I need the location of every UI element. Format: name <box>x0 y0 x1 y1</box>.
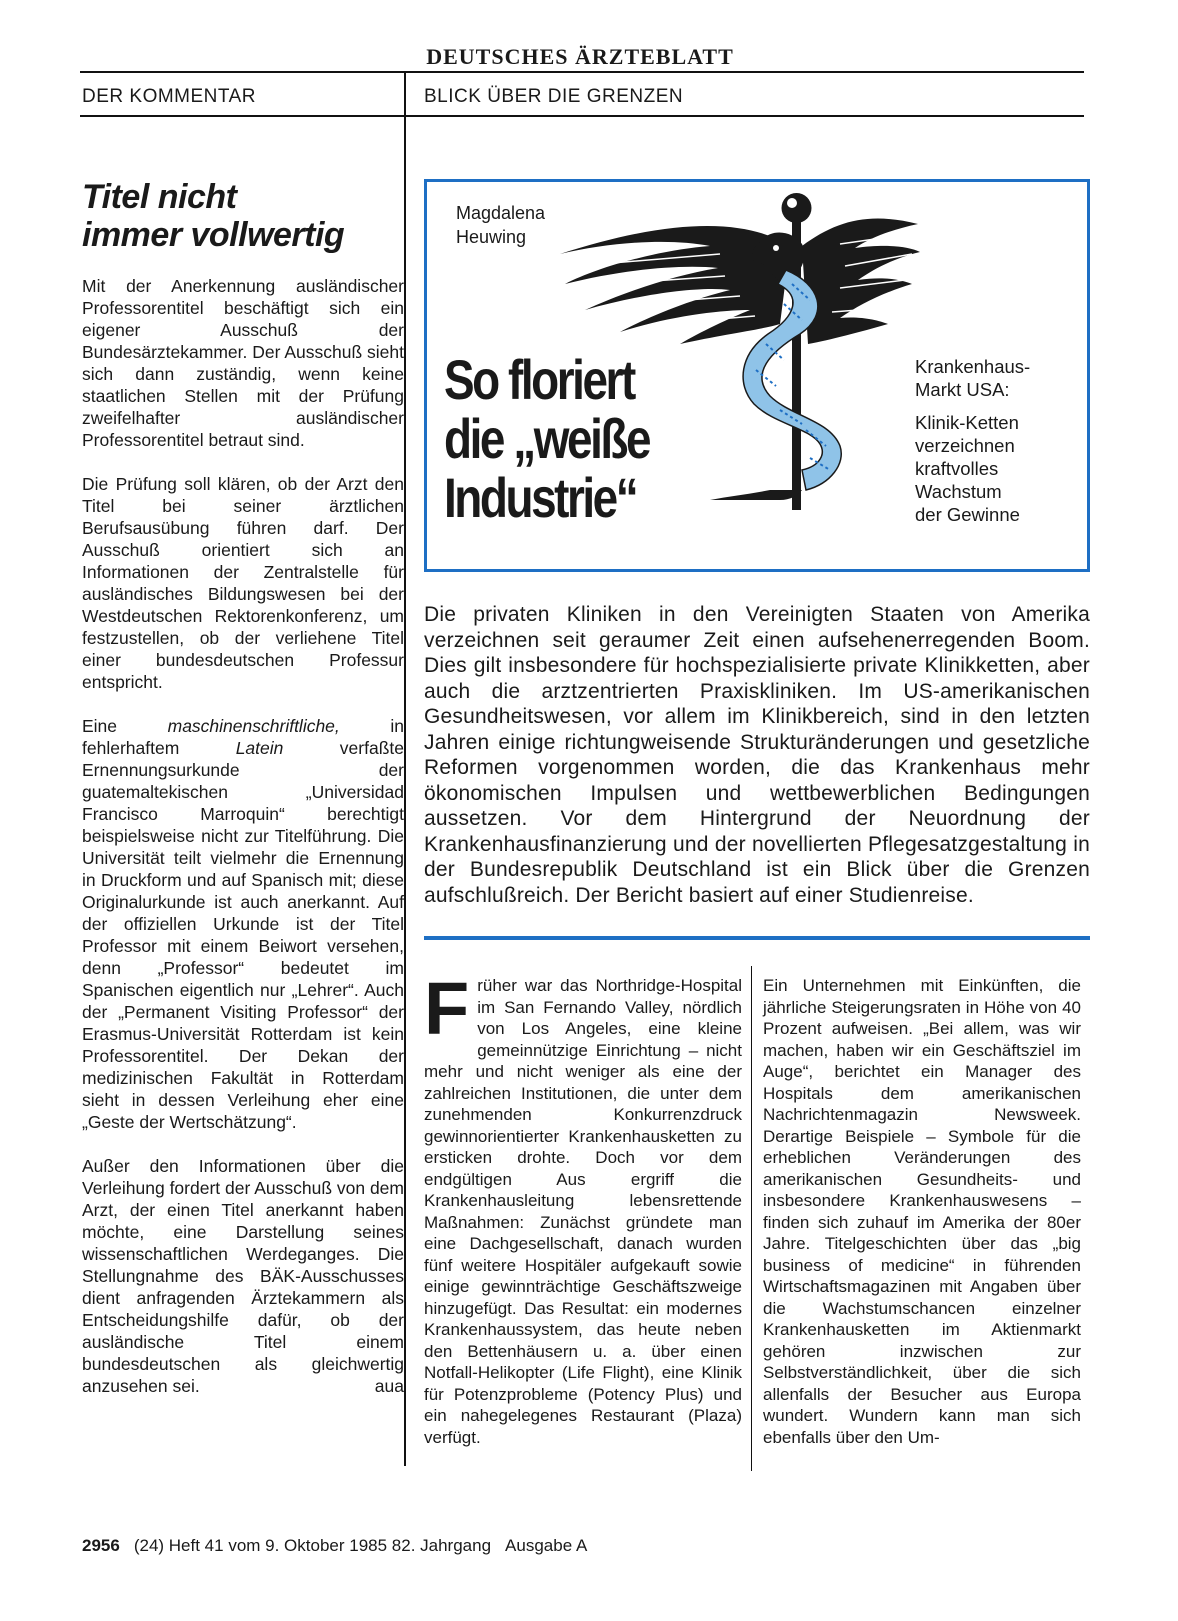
p4-text: Außer den Informationen über die Verleihung fordert der Ausschuß von dem Arzt, der einen Titel anerkannt haben möchte, eine Darstellung seines wissenschaftlichen Werdeganges. Die Stellungnahme des BÄK-Ausschusses dient anfragenden Ärztekammern als Entscheidungshilfe dafür, ob der ausländische Titel einem bundesdeutschen als gleichwertig anzusehen sei. <box>82 1156 404 1396</box>
kicker-line-5: kraftvolles <box>915 458 999 479</box>
headline-line-2: die „weiße <box>444 407 650 470</box>
commentary-title-line-1: Titel nicht <box>82 178 237 216</box>
kicker-line-3: Klinik-Ketten <box>915 412 1019 433</box>
commentary-paragraph-2: Die Prüfung soll klären, ob der Arzt den Titel bei seiner ärztlichen Berufsausübung führen darf. Der Ausschuß orientiert sich an Informationen der Zentralstelle für ausländisches Bildungswesen bei der Westdeutschen Rektorenkonferenz, um festzustellen, ob der verliehene Titel einer bundesdeutschen Professur entspricht. <box>82 474 404 692</box>
kicker-gap <box>915 401 1085 411</box>
left-wing-icon <box>560 226 790 344</box>
feature-body-column-1 <box>424 967 742 1448</box>
feature-kicker <box>915 355 1085 526</box>
commentary-paragraph-1: Mit der Anerkennung ausländischer Professorentitel beschäftigt sich ein eigener Ausschuß der Bundesärztekammer. Der Ausschuß sieht sich dann zuständig, wenn keine staatlichen Stellen mit der Prüfung zweifelhafter ausländischer Professorentitel betraut sind. <box>82 276 404 450</box>
feature-lead: Die privaten Kliniken in den Vereinigten Staaten von Amerika verzeichnen seit geraumer Zeit einen aufsehenerregenden Boom. Dies gilt insbesondere für hochspezialisierte private Klinikketten, aber auch die arztzentrierten Praxiskliniken. Im US-amerikanischen Gesundheitswesen, vor allem im Klinikbereich, sind in den letzten Jahren einige richtungweisende Strukturänderungen und gesetzliche Reformen vorgenommen worden, die das Krankenhaus mehr ökonomischen Impulsen und wettbewerblichen Bedingungen aussetzen. Vor dem Hintergrund der Neuordnung der Krankenhausfinanzierung und der novellierten Pflegesatzgestaltung in der Bundesrepublik Deutschland ist ein Blick über die Grenzen aufschlußreich. Der Bericht basiert auf einer Studienreise. <box>424 603 1090 907</box>
right-wing-icon <box>802 219 920 344</box>
kicker-line-2: Markt USA: <box>915 379 1010 400</box>
headline-line-3: Industrie“ <box>444 466 637 529</box>
commentary-paragraph-4 <box>82 1155 404 1397</box>
commentary-paragraph-3 <box>82 715 404 1133</box>
masthead: DEUTSCHES ÄRZTEBLATT <box>426 44 734 69</box>
p3-emphasis-1: maschinenschriftliche, <box>167 716 340 736</box>
feature-headline <box>444 350 690 527</box>
commentary-title <box>82 178 412 254</box>
p3-text-a: Eine <box>82 716 168 736</box>
p3-text-c: verfaßte Ernennungsurkunde der guatemaltekischen „Universidad Francisco Marroquin“ berechtigt beispielsweise nicht zur Titelführung. Die Universität teilt vielmehr die Ernennung in Druckform und auf Spanisch mit; diese Originalurkunde ist auch anerkannt. Auf der offiziellen Urkunde ist der Titel Professor mit einem Beiwort versehen, denn „Professor“ bedeutet im Spanischen eigentlich nur „Lehrer“. Auch der „Permanent Visiting Professor“ der Erasmus-Universität Rotterdam ist kein Professorentitel. Der Dekan der medizinischen Fakultät in Rotterdam sieht in dessen Verleihung eher eine „Geste der Wertschätzung“. <box>82 738 404 1132</box>
page-footer <box>82 1536 587 1556</box>
masthead-rule <box>80 71 1084 73</box>
drop-cap: F <box>424 967 470 1050</box>
section-label-left: DER KOMMENTAR <box>82 86 256 107</box>
kicker-line-6: Wachstum <box>915 481 1002 502</box>
kicker-line-7: der Gewinne <box>915 504 1020 525</box>
commentary-title-line-2: immer vollwertig <box>82 216 345 254</box>
feature-body-column-2: Ein Unternehmen mit Einkünften, die jährliche Steigerungsraten in Höhe von 40 Prozent aufweisen. „Bei allem, was wir machen, haben wir ein Geschäftsziel im Auge“, berichtet ein Manager des Hospitals dem amerikanischen Nachrichtenmagazin Newsweek. Derartige Beispiele – Symbole für die erheblichen Veränderungen des amerikanischen Gesundheits- und insbesondere Krankenhauswesens – finden sich zuhauf im Amerika der 80er Jahre. Titelgeschichten über das „big business of medicine“ in führenden Wirtschaftsmagazinen mit Angaben über die Wachstumschancen einzelner Krankenhausketten im Aktienmarkt gehören inzwischen zur Selbstverständlichkeit, über die sich allenfalls der Besucher aus Europa wundert. Wundern kann man sich ebenfalls über den Um- <box>763 976 1081 1447</box>
author-line-1: Magdalena <box>456 203 546 223</box>
commentary-body <box>82 275 404 1397</box>
headline-line-1: So floriert <box>444 348 634 411</box>
author-line-2: Heuwing <box>456 227 527 247</box>
issue-info: (24) Heft 41 vom 9. Oktober 1985 82. Jahrgang <box>133 1536 492 1555</box>
lead-separator-rule <box>424 936 1090 940</box>
p3-text-b: in fehlerhaftem <box>82 716 404 758</box>
edition-info: Ausgabe A <box>505 1536 588 1555</box>
page-number: 2956 <box>82 1536 120 1555</box>
kicker-line-1: Krankenhaus- <box>915 356 1031 377</box>
section-label-right: BLICK ÜBER DIE GRENZEN <box>424 86 684 107</box>
kicker-line-4: verzeichnen <box>915 435 1015 456</box>
section-rule <box>80 115 1084 117</box>
column-divider <box>404 73 406 1466</box>
body-column-1-text: rüher war das Northridge-Hospital im San Fernando Valley, nördlich von Los Angeles, eine kleine gemeinnützige Einrichtung – nicht mehr und nicht weniger als eine der zahlreichen Institutionen, die unter dem zunehmenden Konkurrenzdruck gewinnorientierter Krankenhausketten zu ersticken drohte. Doch vor dem endgültigen Aus ergriff die Krankenhausleitung lebensrettende Maßnahmen: Zunächst gründete man eine Dachgesellschaft, danach wurden fünf weitere Hospitäler aufgekauft sowie einige gewinnträchtige Geschäftszweige hinzugefügt. Das Resultat: ein modernes Krankenhaussystem, das heute neben den Bettenhäusern u. a. über einen Notfall-Helikopter (Life Flight), eine Klinik für Potenzprobleme (Potency Plus) und ein nahegelegenes Restaurant (Plaza) verfügt. <box>424 976 742 1447</box>
p3-emphasis-2: Latein <box>235 738 284 758</box>
commentary-signature: aua <box>374 1376 404 1396</box>
body-column-divider <box>751 966 752 1471</box>
